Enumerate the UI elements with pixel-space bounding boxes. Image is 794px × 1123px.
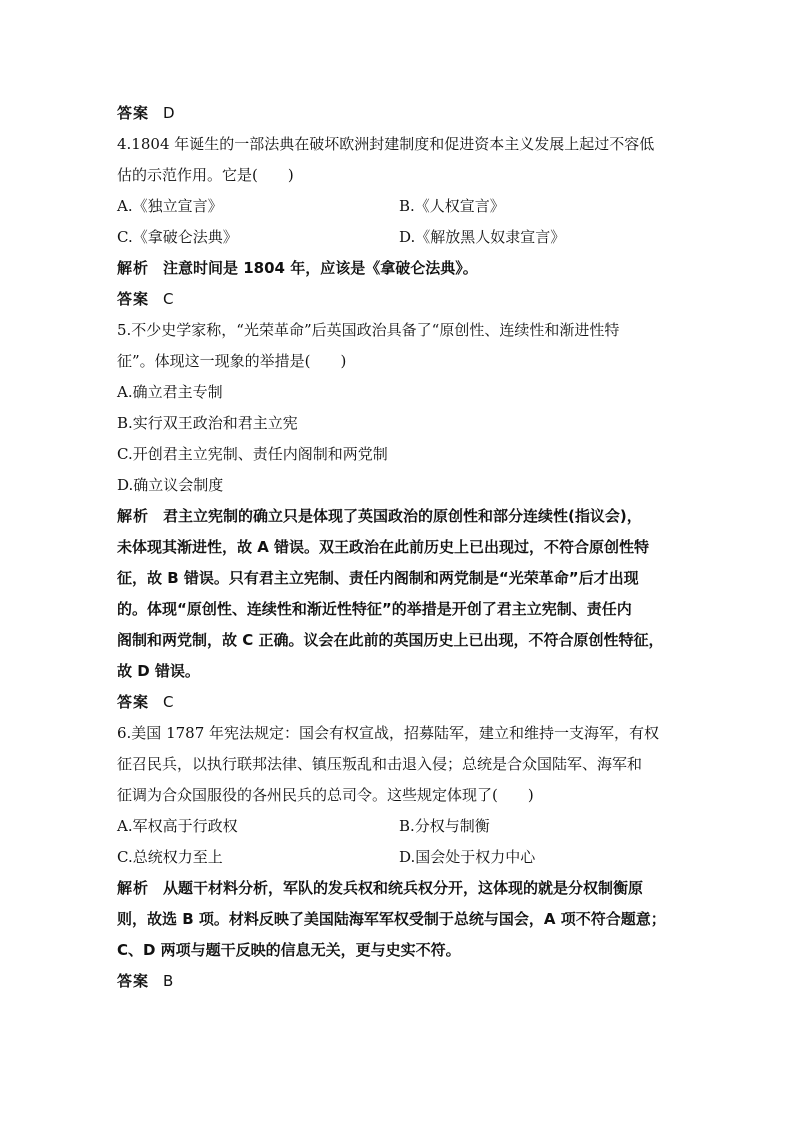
option-d: D.确立议会制度: [117, 476, 224, 494]
option-b: B.分权与制衡: [399, 817, 490, 835]
question-text-line: 征调为合众国服役的各州民兵的总司令。这些规定体现了( ): [117, 786, 534, 804]
answer-value: C: [163, 693, 174, 711]
option-b: B.实行双王政治和君主立宪: [117, 414, 298, 432]
answer-line: [117, 966, 682, 997]
option-b: B.《人权宣言》: [399, 197, 505, 215]
analysis-line: [117, 253, 682, 284]
analysis-line: [117, 501, 682, 532]
question-text-line: 征”。体现这一现象的举措是( ): [117, 352, 347, 370]
answer-line: [117, 687, 682, 718]
document-page: [117, 98, 682, 997]
option-a: A.军权高于行政权: [117, 817, 238, 835]
question-text-line: 4.1804 年诞生的一部法典在破坏欧洲封建制度和促进资本主义发展上起过不容低: [117, 135, 655, 153]
question-text-line: 征召民兵，以执行联邦法律、镇压叛乱和击退入侵；总统是合众国陆军、海军和: [117, 755, 643, 773]
question-text-line: 6.美国 1787 年宪法规定：国会有权宣战，招募陆军，建立和维持一支海军，有权: [117, 724, 660, 742]
option-c: C.《拿破仑法典》: [117, 228, 238, 246]
analysis-text: 君主立宪制的确立只是体现了英国政治的原创性和部分连续性(指议会)，: [163, 507, 642, 525]
question-text-line: 估的示范作用。它是( ): [117, 166, 294, 184]
option-c: C.开创君主立宪制、责任内阁制和两党制: [117, 445, 388, 463]
analysis-line: [117, 873, 682, 904]
answer-label: 答案: [117, 104, 150, 122]
analysis-text: 故 D 错误。: [117, 662, 200, 680]
answer-label: 答案: [117, 972, 150, 990]
answer-value: C: [163, 290, 174, 308]
answer-value: D: [163, 104, 175, 122]
analysis-text: 则，故选 B 项。材料反映了美国陆海军军权受制于总统与国会，A 项不符合题意；: [117, 910, 666, 928]
answer-label: 答案: [117, 290, 150, 308]
analysis-label: 解析: [117, 879, 150, 897]
analysis-label: 解析: [117, 259, 150, 277]
analysis-text: 阁制和两党制，故 C 正确。议会在此前的英国历史上已出现，不符合原创性特征，: [117, 631, 664, 649]
option-row: [117, 191, 682, 222]
analysis-text: 注意时间是 1804 年，应该是《拿破仑法典》。: [163, 259, 478, 277]
option-a: A.《独立宣言》: [117, 197, 223, 215]
option-row: [117, 842, 682, 873]
analysis-text: 从题干材料分析，军队的发兵权和统兵权分开，这体现的就是分权制衡原: [163, 879, 644, 897]
analysis-text: 的。体现“原创性、连续性和渐近性特征”的举措是开创了君主立宪制、责任内: [117, 600, 632, 618]
option-row: [117, 222, 682, 253]
option-a: A.确立君主专制: [117, 383, 223, 401]
analysis-text: 未体现其渐进性，故 A 错误。双王政治在此前历史上已出现过，不符合原创性特: [117, 538, 650, 556]
answer-line: [117, 284, 682, 315]
analysis-text: 征，故 B 错误。只有君主立宪制、责任内阁制和两党制是“光荣革命”后才出现: [117, 569, 639, 587]
option-row: [117, 811, 682, 842]
option-d: D.国会处于权力中心: [399, 848, 536, 866]
answer-value: B: [163, 972, 174, 990]
answer-label: 答案: [117, 693, 150, 711]
option-c: C.总统权力至上: [117, 848, 223, 866]
question-text-line: 5.不少史学家称，“光荣革命”后英国政治具备了“原创性、连续性和渐进性特: [117, 321, 620, 339]
option-d: D.《解放黑人奴隶宣言》: [399, 228, 566, 246]
analysis-label: 解析: [117, 507, 150, 525]
analysis-text: C、D 两项与题干反映的信息无关，更与史实不符。: [117, 941, 461, 959]
answer-line: [117, 98, 682, 129]
